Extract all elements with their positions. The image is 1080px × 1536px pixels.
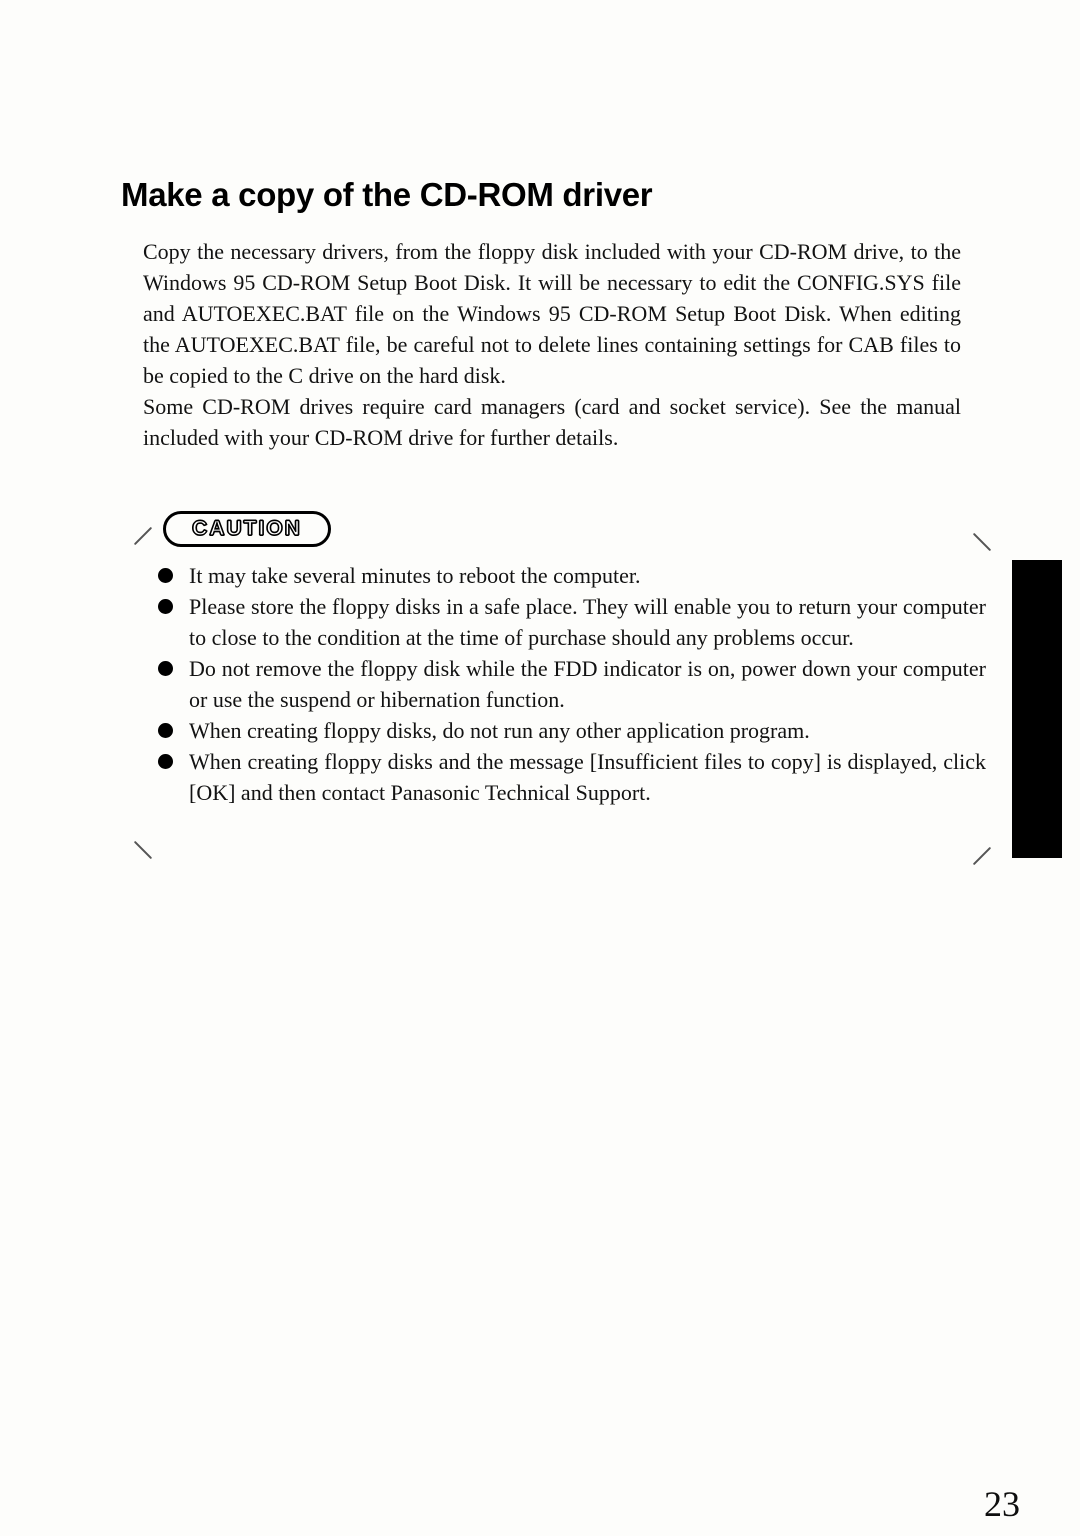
section-tab-marker: [1012, 560, 1062, 858]
intro-paragraph-1: Copy the necessary drivers, from the floppy disk included with your CD-ROM drive, to the Windows 95 CD-ROM Setup Boot Disk. It will be necessary to edit the CONFIG.SYS file and AUTOEXEC.BAT file on the Windows 95 CD-ROM Setup Boot Disk. When editing the AUTOEXEC.BAT file, be careful not to delete lines containing settings for CAB files to be copied to the C drive on the hard disk.: [143, 239, 961, 388]
list-item-text: Do not remove the floppy disk while the FDD indicator is on, power down your computer or use the suspend or hibernation function.: [189, 656, 986, 712]
page-title: Make a copy of the CD-ROM driver: [121, 176, 653, 213]
list-item-text: When creating floppy disks, do not run any other application program.: [189, 718, 810, 743]
list-item-text: It may take several minutes to reboot the computer.: [189, 563, 641, 588]
list-item-text: Please store the floppy disks in a safe place. They will enable you to return your computer to close to the condition at the time of purchase should any problems occur.: [189, 594, 986, 650]
corner-mark-bottom-right: [973, 847, 991, 865]
page-number: 23: [984, 1484, 1020, 1524]
list-item-text: When creating floppy disks and the message [Insufficient files to copy] is displayed, click [OK] and then contact Panasonic Technical Support.: [189, 749, 986, 805]
intro-paragraph-2: Some CD-ROM drives require card managers (card and socket service). See the manual included with your CD-ROM drive for further details.: [143, 394, 961, 450]
intro-section: [143, 236, 961, 453]
corner-mark-top-left: [134, 527, 152, 545]
caution-badge: [163, 511, 331, 547]
list-item: [158, 560, 986, 591]
bullet-icon: [158, 723, 173, 738]
list-item: [158, 653, 986, 715]
caution-list: [158, 560, 986, 808]
bullet-icon: [158, 754, 173, 769]
list-item: [158, 746, 986, 808]
list-item: [158, 591, 986, 653]
bullet-icon: [158, 568, 173, 583]
corner-mark-bottom-left: [134, 841, 152, 859]
list-item: [158, 715, 986, 746]
bullet-icon: [158, 599, 173, 614]
caution-label: CAUTION: [192, 517, 302, 540]
corner-mark-top-right: [973, 533, 991, 551]
bullet-icon: [158, 661, 173, 676]
